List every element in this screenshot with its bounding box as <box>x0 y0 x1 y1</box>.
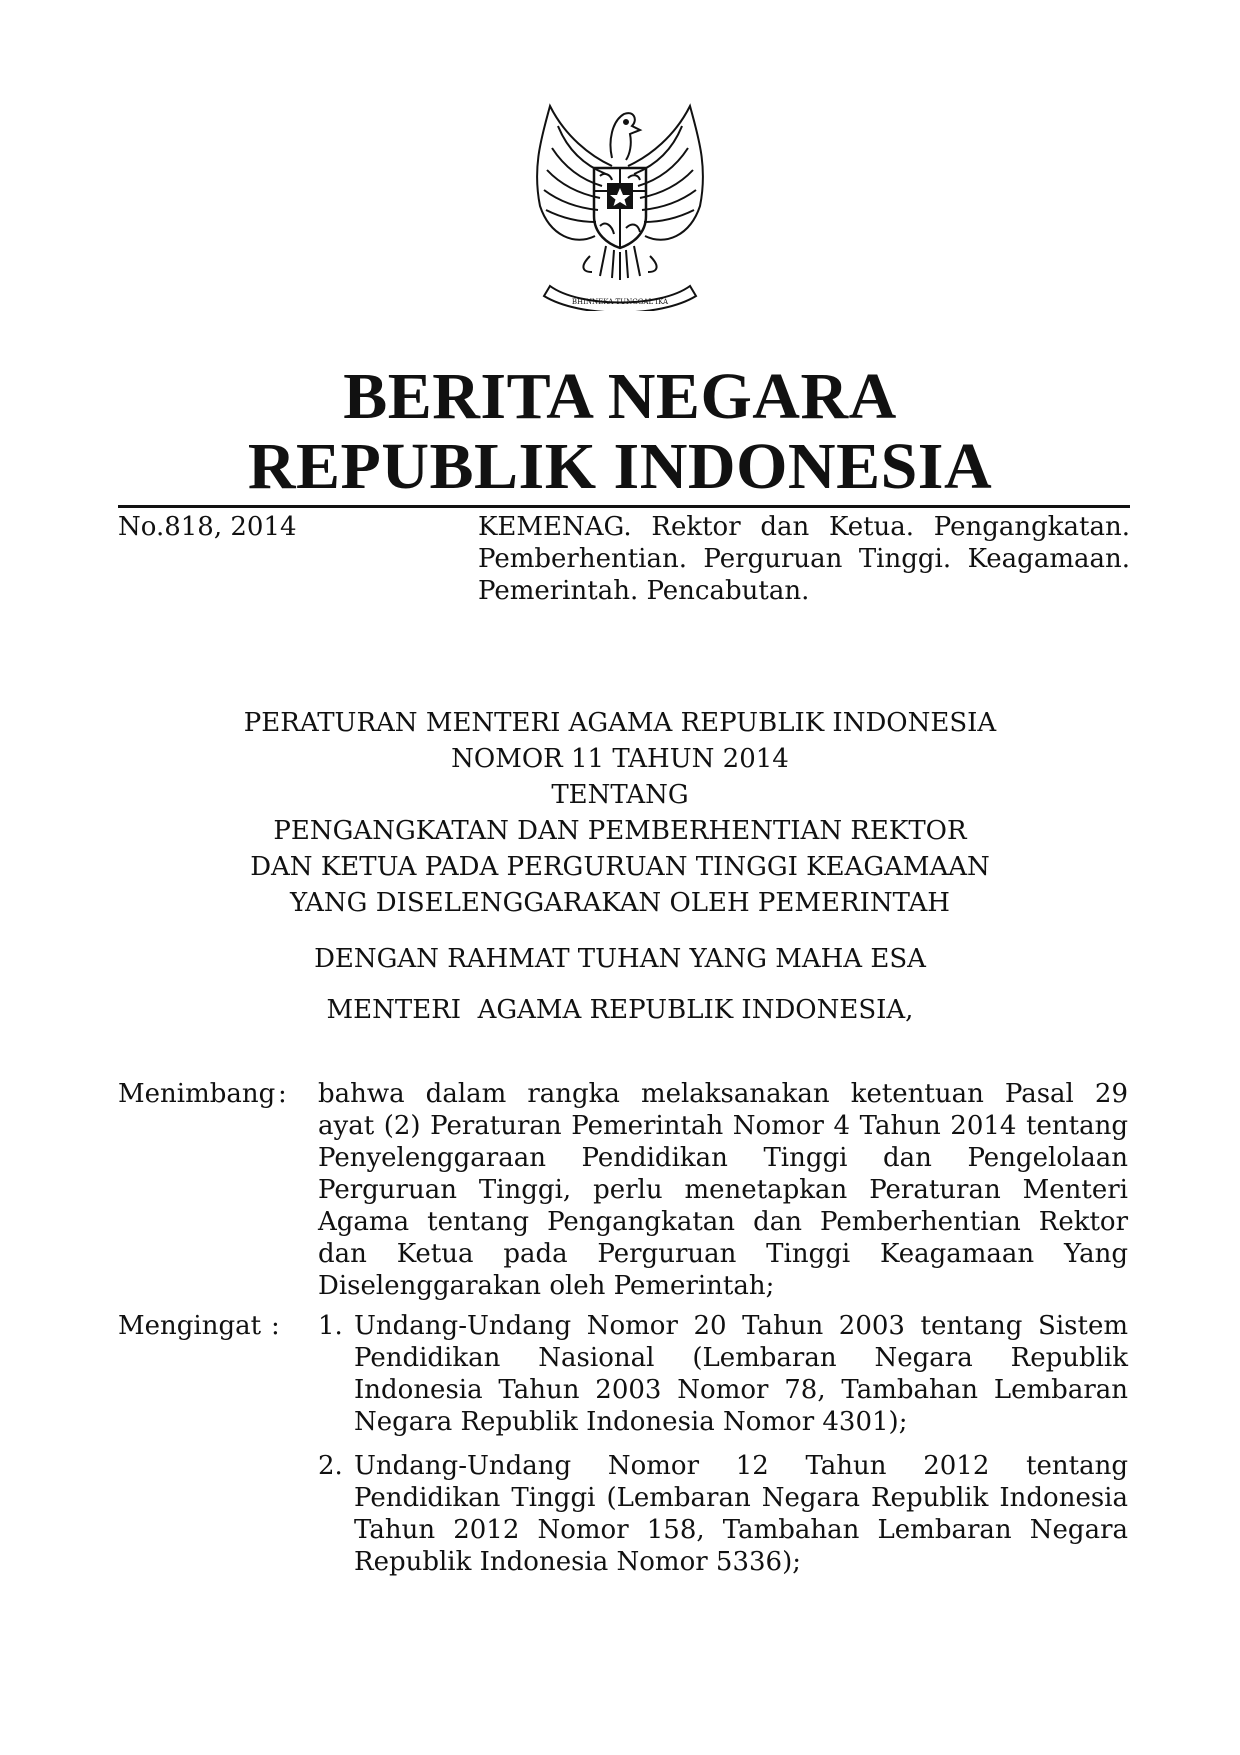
garuda-pancasila-emblem-icon <box>520 96 720 311</box>
gazette-title-line1: BERITA NEGARA <box>343 360 897 433</box>
text-line: Tahun 2012 Nomor 158, Tambahan Lembaran Negara <box>354 1515 1128 1545</box>
subject-line: KEMENAG. Rektor dan Ketua. Pengangkatan. <box>478 512 1130 542</box>
text-line: bahwa dalam rangka melaksanakan ketentuan Pasal 29 <box>318 1079 1128 1109</box>
emblem-motto: BHINNEKA TUNGGAL IKA <box>571 298 669 306</box>
gazette-number: No.818, 2014 <box>118 512 297 542</box>
menimbang-label: Menimbang <box>118 1079 276 1109</box>
text-line: Diselenggarakan oleh Pemerintah; <box>318 1271 775 1301</box>
item-number: 1. <box>318 1311 343 1341</box>
menimbang-colon: : <box>278 1079 287 1109</box>
item-body <box>354 1450 1128 1578</box>
regulation-tentang: TENTANG <box>551 780 689 810</box>
subject-line: Pemberhentian. Perguruan Tinggi. Keagamaan. <box>478 544 1130 574</box>
regulation-subject-line: PENGANGKATAN DAN PEMBERHENTIAN REKTOR <box>273 816 967 846</box>
text-line: Pendidikan Tinggi (Lembaran Negara Republik Indonesia <box>354 1483 1128 1513</box>
regulation-subject-line: YANG DISELENGGARAKAN OLEH PEMERINTAH <box>290 888 950 918</box>
regulation-number: NOMOR 11 TAHUN 2014 <box>451 744 789 774</box>
item-number: 2. <box>318 1451 343 1481</box>
text-line: ayat (2) Peraturan Pemerintah Nomor 4 Tahun 2014 tentang <box>318 1111 1128 1141</box>
text-line: Negara Republik Indonesia Nomor 4301); <box>354 1407 908 1437</box>
text-line: Republik Indonesia Nomor 5336); <box>354 1547 801 1577</box>
text-line: Indonesia Tahun 2003 Nomor 78, Tambahan Lembaran <box>354 1375 1128 1405</box>
preamble <box>0 943 1240 1045</box>
gazette-title-line2: REPUBLIK INDONESIA <box>247 430 993 503</box>
text-line: Undang-Undang Nomor 20 Tahun 2003 tentang Sistem <box>354 1311 1128 1341</box>
menimbang-text <box>318 1078 1128 1302</box>
mengingat-label: Mengingat <box>118 1311 262 1341</box>
gazette-subject <box>478 511 1130 607</box>
header-divider <box>118 505 1130 508</box>
item-body <box>354 1310 1128 1438</box>
regulation-subject-line: DAN KETUA PADA PERGURUAN TINGGI KEAGAMAAN <box>250 852 990 882</box>
regulation-title: PERATURAN MENTERI AGAMA REPUBLIK INDONESIA <box>243 708 997 738</box>
text-line: dan Ketua pada Perguruan Tinggi Keagamaan Yang <box>318 1239 1128 1269</box>
text-line: Agama tentang Pengangkatan dan Pemberhentian Rektor <box>318 1207 1128 1237</box>
subject-line: Pemerintah. Pencabutan. <box>478 576 810 606</box>
preamble-line: DENGAN RAHMAT TUHAN YANG MAHA ESA <box>314 944 926 974</box>
mengingat-colon: : <box>271 1311 280 1341</box>
text-line: Penyelenggaraan Pendidikan Tinggi dan Pengelolaan <box>318 1143 1128 1173</box>
text-line: Undang-Undang Nomor 12 Tahun 2012 tentang <box>354 1451 1128 1481</box>
regulation-heading <box>0 707 1240 923</box>
text-line: Perguruan Tinggi, perlu menetapkan Peraturan Menteri <box>318 1175 1128 1205</box>
preamble-line: MENTERI AGAMA REPUBLIK INDONESIA, <box>326 995 914 1025</box>
text-line: Pendidikan Nasional (Lembaran Negara Republik <box>354 1343 1128 1373</box>
